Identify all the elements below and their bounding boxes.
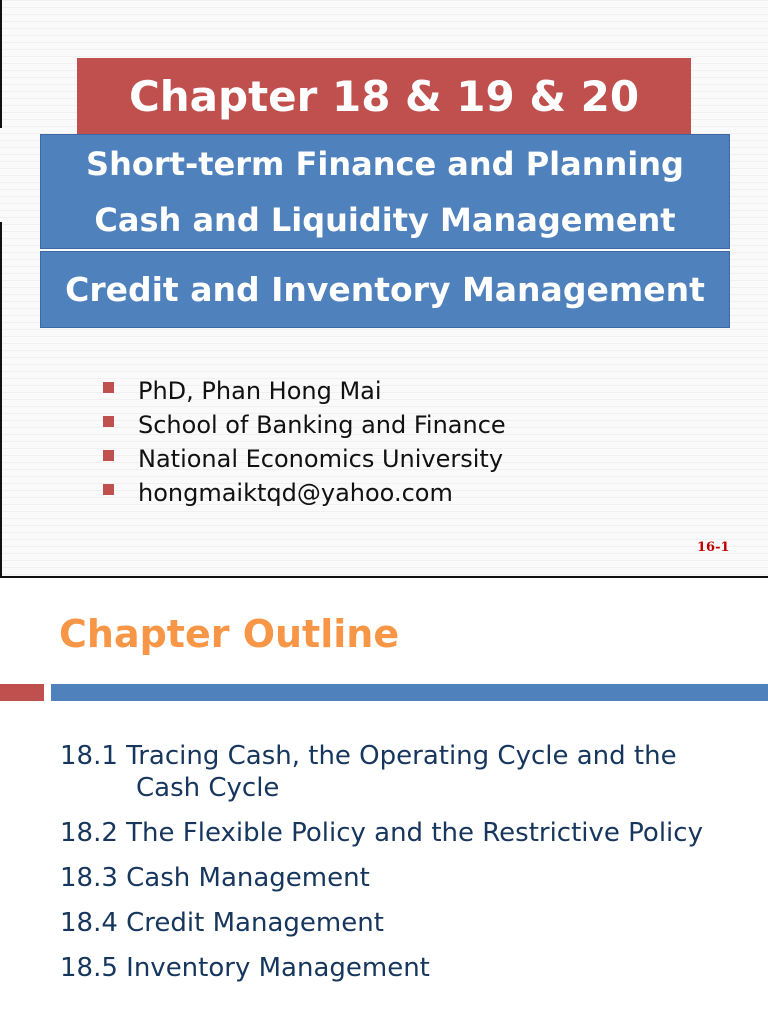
bullet-square-icon (103, 450, 114, 461)
author-info-list (103, 374, 506, 510)
bullet-square-icon (103, 484, 114, 495)
outline-item-text: 18.1 Tracing Cash, the Operating Cycle and the (60, 741, 677, 771)
title-line-1: Short-term Finance and Planning (86, 144, 684, 183)
title-line-2: Cash and Liquidity Management (94, 200, 676, 239)
outline-item (60, 907, 703, 939)
list-item (103, 476, 506, 510)
outline-item-text: 18.3 Cash Management (60, 863, 370, 893)
chapter-title: Chapter 18 & 19 & 20 (77, 58, 691, 134)
outline-item (60, 862, 703, 894)
outline-item (60, 952, 703, 984)
author-name: PhD, Phan Hong Mai (138, 377, 382, 405)
outline-item-text: 18.5 Inventory Management (60, 953, 430, 983)
left-edge-line (0, 0, 2, 128)
outline-item (60, 817, 703, 849)
left-edge-line-lower (0, 222, 2, 576)
page-number: 16-1 (697, 540, 730, 555)
outline-title: Chapter Outline (59, 612, 400, 656)
author-email: hongmaiktqd@yahoo.com (138, 479, 453, 507)
list-item (103, 442, 506, 476)
title-rule-red (0, 684, 44, 701)
outline-item (60, 740, 703, 804)
outline-item-text: 18.4 Credit Management (60, 908, 384, 938)
title-rule-blue (51, 684, 768, 701)
bullet-square-icon (103, 416, 114, 427)
author-school: School of Banking and Finance (138, 411, 506, 439)
outline-list (60, 740, 703, 997)
slide-title-box-bottom (40, 251, 730, 328)
list-item (103, 408, 506, 442)
slide-title-box-top (40, 134, 730, 249)
outline-item-continuation: Cash Cycle (136, 773, 280, 803)
slide-divider (0, 576, 768, 578)
author-university: National Economics University (138, 445, 504, 473)
bullet-square-icon (103, 382, 114, 393)
outline-item-text: 18.2 The Flexible Policy and the Restrictive Policy (60, 818, 703, 848)
list-item (103, 374, 506, 408)
title-line-3: Credit and Inventory Management (65, 270, 705, 309)
